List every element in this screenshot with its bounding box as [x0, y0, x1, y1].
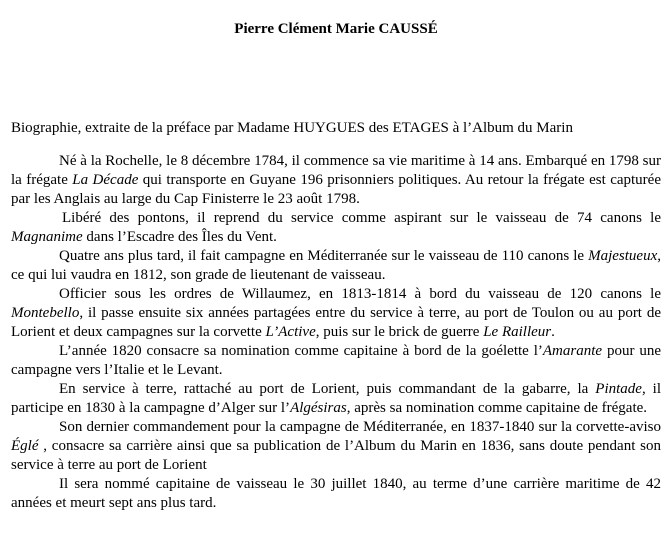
- text-run: L’année 1820 consacre sa nomination comme capitaine à bord de la goélette l’: [59, 343, 543, 359]
- text-run: , ce qui lui vaudra en 1812, son grade de lieutenant de vaisseau.: [11, 248, 661, 283]
- document-title: Pierre Clément Marie CAUSSÉ: [234, 21, 438, 37]
- text-run: qui transporte en Guyane 196 prisonniers politiques. Au retour la frégate est capturée par les Anglais au large du Cap Finisterre le 23 août 1798.: [11, 172, 661, 207]
- text-run: Officier sous les ordres de Willaumez, en 1813-1814 à bord du vaisseau de 120 canons le: [59, 286, 661, 302]
- ship-name: Algésiras: [290, 400, 347, 416]
- paragraph: [11, 342, 661, 380]
- ship-name: L’Active: [265, 324, 316, 340]
- paragraph: [11, 285, 661, 342]
- text-run: Libéré des pontons, il reprend du service comme aspirant sur le vaisseau de 74 canons le: [62, 210, 661, 226]
- ship-name: Le Railleur: [483, 324, 552, 340]
- document-subtitle: Biographie, extraite de la préface par Madame HUYGUES des ETAGES à l’Album du Marin: [11, 120, 573, 136]
- text-run: , il participe en 1830 à la campagne d’Alger sur l’: [11, 381, 661, 416]
- ship-name: Pintade: [595, 381, 642, 397]
- text-run: , puis sur le brick de guerre: [315, 324, 484, 340]
- paragraph: [11, 152, 661, 209]
- paragraph: [11, 247, 661, 285]
- ship-name: Majestueux: [588, 248, 658, 264]
- text-run: Né à la Rochelle, le 8 décembre 1784, il commence sa vie maritime à 14 ans. Embarqué en 1798 sur la frégate: [11, 153, 661, 188]
- text-run: .: [551, 324, 555, 340]
- text-run: , consacre sa carrière ainsi que sa publication de l’Album du Marin en 1836, sans doute pendant son service à terre au port de Lorient: [11, 438, 661, 473]
- text-run: pour une campagne vers l’Italie et le Levant.: [11, 343, 661, 378]
- ship-name: Montebello: [11, 305, 80, 321]
- ship-name: Magnanime: [11, 229, 83, 245]
- paragraph: [11, 380, 661, 418]
- ship-name: La Décade: [72, 172, 139, 188]
- text-run: Son dernier commandement pour la campagne de Méditerranée, en 1837-1840 sur la corvette-aviso: [59, 419, 661, 435]
- paragraph: [11, 209, 661, 247]
- text-run: Quatre ans plus tard, il fait campagne en Méditerranée sur le vaisseau de 110 canons le: [59, 248, 589, 264]
- text-run: dans l’Escadre des Îles du Vent.: [82, 229, 277, 245]
- paragraph: [11, 418, 661, 475]
- text-run: , après sa nomination comme capitaine de frégate.: [346, 400, 648, 416]
- text-run: Il sera nommé capitaine de vaisseau le 30 juillet 1840, au terme d’une carrière maritime de 42 années et meurt sept ans plus tard.: [11, 476, 661, 511]
- paragraph: [11, 475, 661, 513]
- biography-body: [11, 152, 661, 513]
- ship-name: Amarante: [542, 343, 603, 359]
- ship-name: Églé: [11, 438, 39, 454]
- text-run: En service à terre, rattaché au port de Lorient, puis commandant de la gabarre, la: [59, 381, 596, 397]
- text-run: , il passe ensuite six années partagées entre du service à terre, au port de Toulon ou au port de Lorient et deux campagnes sur la corvette: [11, 305, 661, 340]
